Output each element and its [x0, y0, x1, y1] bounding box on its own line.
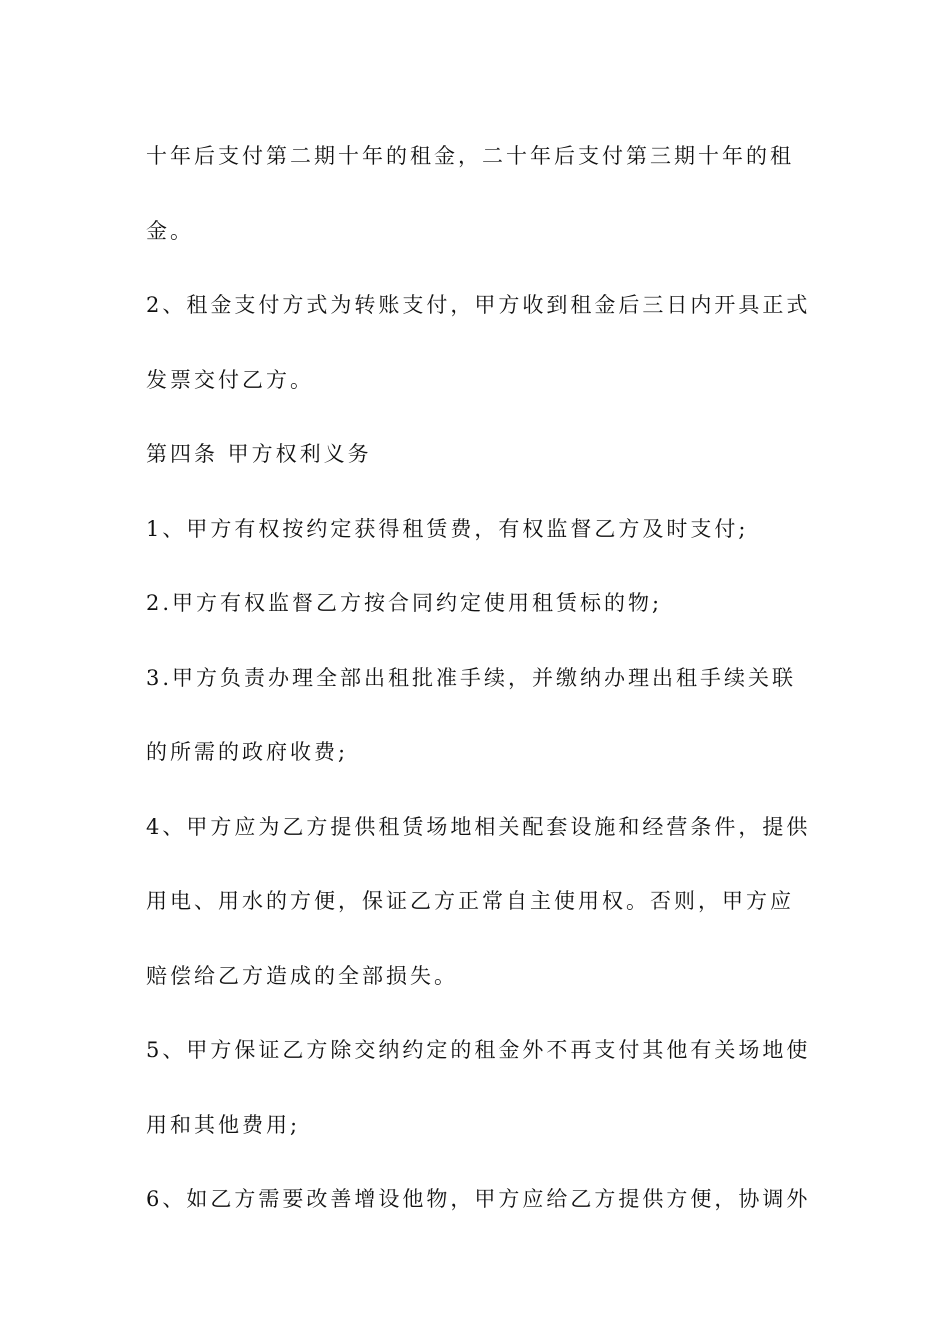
text-line: 5、甲方保证乙方除交纳约定的租金外不再支付其他有关场地使	[146, 1038, 811, 1062]
text-line: 2、租金支付方式为转账支付，甲方收到租金后三日内开具正式	[146, 293, 811, 317]
text-line: 1、甲方有权按约定获得租赁费，有权监督乙方及时支付;	[146, 516, 749, 541]
text-line: 赔偿给乙方造成的全部损失。	[146, 963, 458, 988]
text-line: 3.甲方负责办理全部出租批准手续，并缴纳办理出租手续关联	[146, 665, 797, 690]
text-line: 发票交付乙方。	[146, 367, 314, 392]
text-line: 用和其他费用;	[146, 1112, 301, 1137]
text-line: 用电、用水的方便，保证乙方正常自主使用权。否则，甲方应	[146, 889, 794, 913]
section-heading: 第四条 甲方权利义务	[146, 442, 372, 466]
text-line: 金。	[146, 218, 194, 243]
document-body	[146, 119, 811, 1237]
text-line: 6、如乙方需要改善增设他物，甲方应给乙方提供方便，协调外	[146, 1187, 811, 1211]
text-line: 4、甲方应为乙方提供租赁场地相关配套设施和经营条件，提供	[146, 814, 811, 839]
text-line: 的所需的政府收费;	[146, 740, 349, 764]
text-line: 十年后支付第二期十年的租金，二十年后支付第三期十年的租	[146, 144, 794, 168]
text-line: 2.甲方有权监督乙方按合同约定使用租赁标的物;	[146, 591, 663, 615]
